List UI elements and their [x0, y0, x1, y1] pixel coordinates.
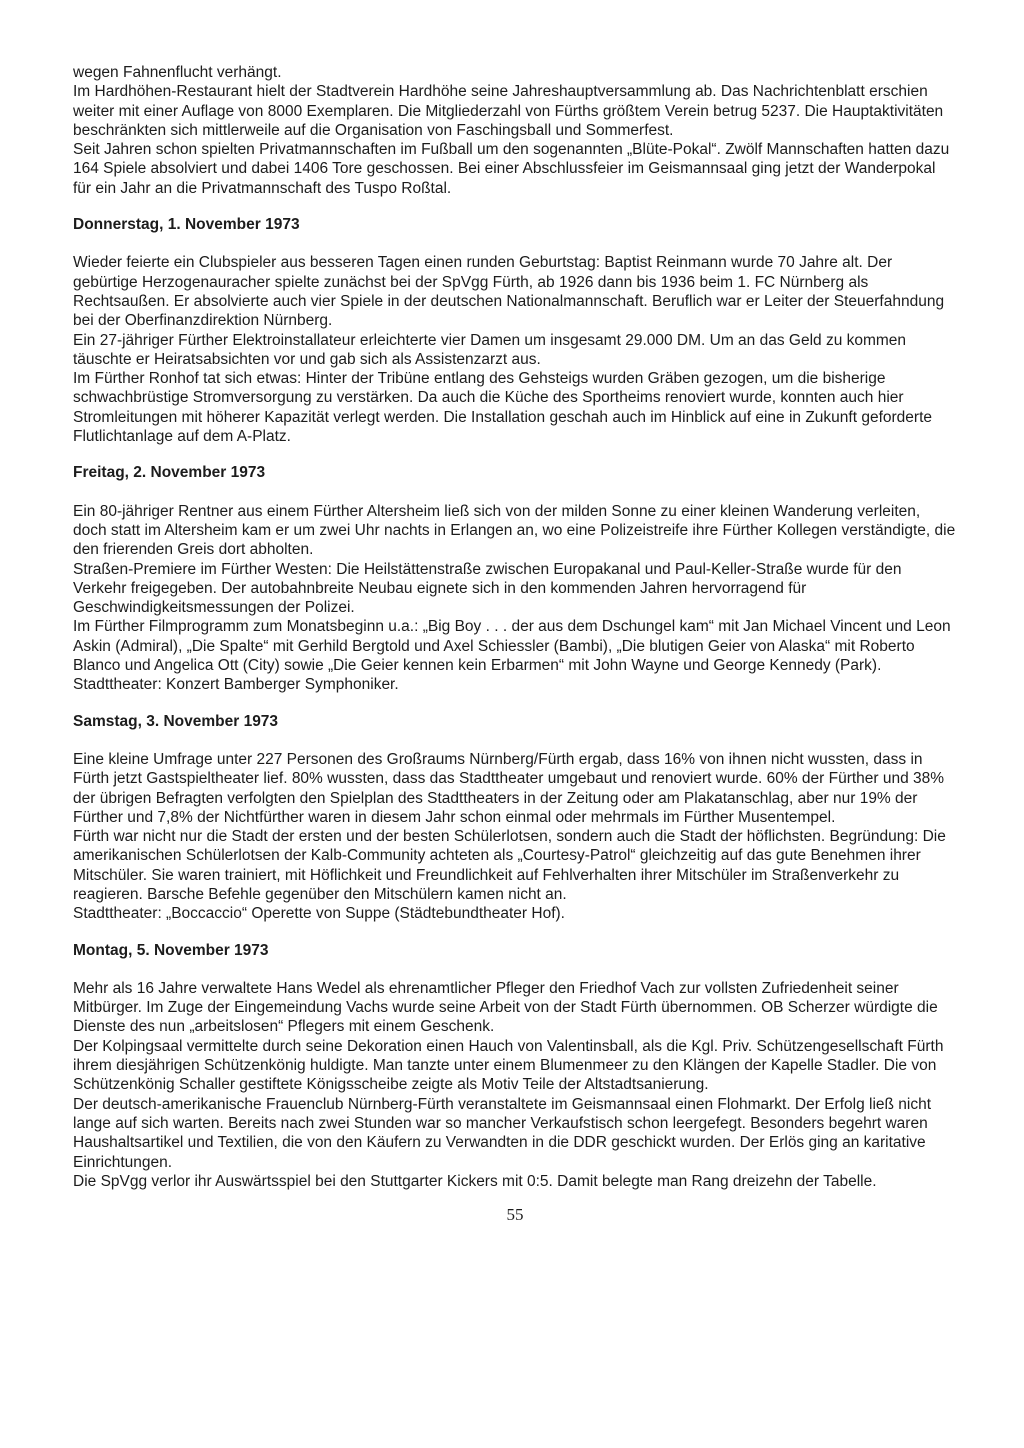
paragraph: Im Fürther Ronhof tat sich etwas: Hinter der Tribüne entlang des Gehsteigs wurden Gräben gezogen, um die bisherige schwachbrüstige Stromversorgung zu verstärken. Da auch die Küche des Sportheims renoviert wurde, konnten auch hier Stromleitungen mit höherer Kapazität verlegt werden. Die Installation geschah auch im Hinblick auf eine in Zukunft geforderte Flutlichtanlage auf dem A-Platz. — [73, 370, 932, 446]
paragraph: Straßen-Premiere im Fürther Westen: Die Heilstättenstraße zwischen Europakanal und Paul-Keller-Straße wurde für den Verkehr freigegeben. Der autobahnbreite Neubau eignete sich in den kommenden Jahren hervorragend für Geschwindigkeitsmessungen der Polizei. — [73, 560, 902, 617]
paragraph: Der Kolpingsaal vermittelte durch seine Dekoration einen Hauch von Valentinsball, als die Kgl. Priv. Schützengesellschaft Fürth ihrem diesjährigen Schützenkönig huldigte. Man tanzte unter einem Blumenmeer zu den Klängen der Kapelle Stadler. Die von Schützenkönig Schaller gestiftete Königsscheibe zeigte als Motiv Teile der Altstadtsanierung. — [73, 1037, 944, 1094]
paragraph: Wieder feierte ein Clubspieler aus besseren Tagen einen runden Geburtstag: Baptist Reinmann wurde 70 Jahre alt. Der gebürtige Herzogenauracher spielte zunächst bei der SpVgg Fürth, ab 1926 dann bis 1936 beim 1. FC Nürnberg als Rechtsaußen. Er absolvierte auch vier Spiele in der deutschen Nationalmannschaft. Beruflich war er Leiter der Steuerfahndung bei der Oberfinanzdirektion Nürnberg. — [73, 254, 945, 330]
paragraph: Stadttheater: Konzert Bamberger Symphoniker. — [73, 676, 399, 694]
paragraph: Fürth war nicht nur die Stadt der ersten und der besten Schülerlotsen, sondern auch die Stadt der höflichsten. Begründung: Die amerikanischen Schülerlotsen der Kalb-Community achteten als „Courtesy-Patrol“ gleichzeitig auf das gute Benehmen ihrer Mitschüler. Sie waren trainiert, mit Höflichkeit und Freundlichkeit auf Fehlverhalten ihrer Mitschüler im Straßenverkehr zu reagieren. Barsche Befehle gegenüber den Mitschülern kamen nicht an. — [73, 828, 946, 903]
section-heading: Freitag, 2. November 1973 — [73, 464, 266, 482]
page-number: 55 — [506, 1205, 524, 1225]
section-heading: Montag, 5. November 1973 — [73, 941, 269, 959]
paragraph: Stadttheater: „Boccaccio“ Operette von Suppe (Städtebundtheater Hof). — [73, 905, 565, 923]
paragraph: Im Fürther Filmprogramm zum Monatsbeginn u.a.: „Big Boy . . . der aus dem Dschungel kam“ mit Jan Michael Vincent und Leon Askin (Admiral), „Die Spalte“ mit Gerhild Bergtold und Axel Schiessler (Bambi), „Die blutigen Geier von Alaska“ mit Roberto Blanco und Angelica Ott (City) sowie „Die Geier kennen kein Erbarmen“ mit John Wayne und George Kennedy (Park). — [73, 618, 951, 675]
paragraph: Ein 80-jähriger Rentner aus einem Fürther Altersheim ließ sich von der milden Sonne zu einer kleinen Wanderung verleiten, doch statt im Altersheim kam er um zwei Uhr nachts in Erlangen an, wo eine Polizeistreife ihre Fürther Kollegen verständigte, die den frierenden Greis dort abholten. — [73, 502, 956, 559]
section-heading: Samstag, 3. November 1973 — [73, 712, 279, 730]
paragraph: Im Hardhöhen-Restaurant hielt der Stadtverein Hardhöhe seine Jahreshauptversammlung ab. Das Nachrichtenblatt erschien weiter mit einer Auflage von 8000 Exemplaren. Die Mitgliederzahl von Fürths größtem Verein betrug 5237. Die Hauptaktivitäten beschränkten sich mittlerweile auf die Organisation von Faschingsball und Sommerfest. — [73, 83, 944, 139]
paragraph: Seit Jahren schon spielten Privatmannschaften im Fußball um den sogenannten „Blüte-Pokal“. Zwölf Mannschaften hatten dazu 164 Spiele absolviert und dabei 1406 Tore geschossen. Bei einer Abschlussfeier im Geismannsaal ging jetzt der Wanderpokal für ein Jahr an die Privatmannschaft des Tuspo Roßtal. — [73, 141, 950, 197]
paragraph: Die SpVgg verlor ihr Auswärtsspiel bei den Stuttgarter Kickers mit 0:5. Damit belegte man Rang dreizehn der Tabelle. — [73, 1172, 877, 1190]
section-heading: Donnerstag, 1. November 1973 — [73, 216, 300, 234]
paragraph: Mehr als 16 Jahre verwaltete Hans Wedel als ehrenamtlicher Pfleger den Friedhof Vach zur vollsten Zufriedenheit seiner Mitbürger. Im Zuge der Eingemeindung Vachs wurde seine Arbeit von der Stadt Fürth übernommen. OB Scherzer würdigte die Dienste des nun „arbeitslosen“ Pflegers mit einem Geschenk. — [73, 979, 938, 1036]
document-content — [73, 63, 957, 1224]
paragraph: Eine kleine Umfrage unter 227 Personen des Großraums Nürnberg/Fürth ergab, dass 16% von ihnen nicht wussten, dass in Fürth jetzt Gastspieltheater lief. 80% wussten, dass das Stadttheater umgebaut und renoviert wurde. 60% der Fürther und 38% der übrigen Befragten verfolgten den Spielplan des Stadttheaters in der Zeitung oder am Plakatanschlag, aber nur 19% der Fürther und 7,8% der Nichtfürther waren in diesem Jahr schon einmal oder mehrmals im Fürther Musentempel. — [73, 750, 945, 826]
paragraph: Der deutsch-amerikanische Frauenclub Nürnberg-Fürth veranstaltete im Geismannsaal einen Flohmarkt. Der Erfolg ließ nicht lange auf sich warten. Bereits nach zwei Stunden war so mancher Verkaufstisch schon leergefegt. Besonders begehrt waren Haushaltsartikel und Textilien, die von den Käufern zu Verwandten in die DDR geschickt wurden. Der Erlös ging an karitative Einrichtungen. — [73, 1095, 932, 1171]
paragraph: Ein 27-jähriger Fürther Elektroinstallateur erleichterte vier Damen um insgesamt 29.000 DM. Um an das Geld zu kommen täuschte er Heiratsabsichten vor und gab sich als Assistenzarzt aus. — [73, 331, 907, 368]
paragraph: wegen Fahnenflucht verhängt. — [73, 64, 282, 81]
